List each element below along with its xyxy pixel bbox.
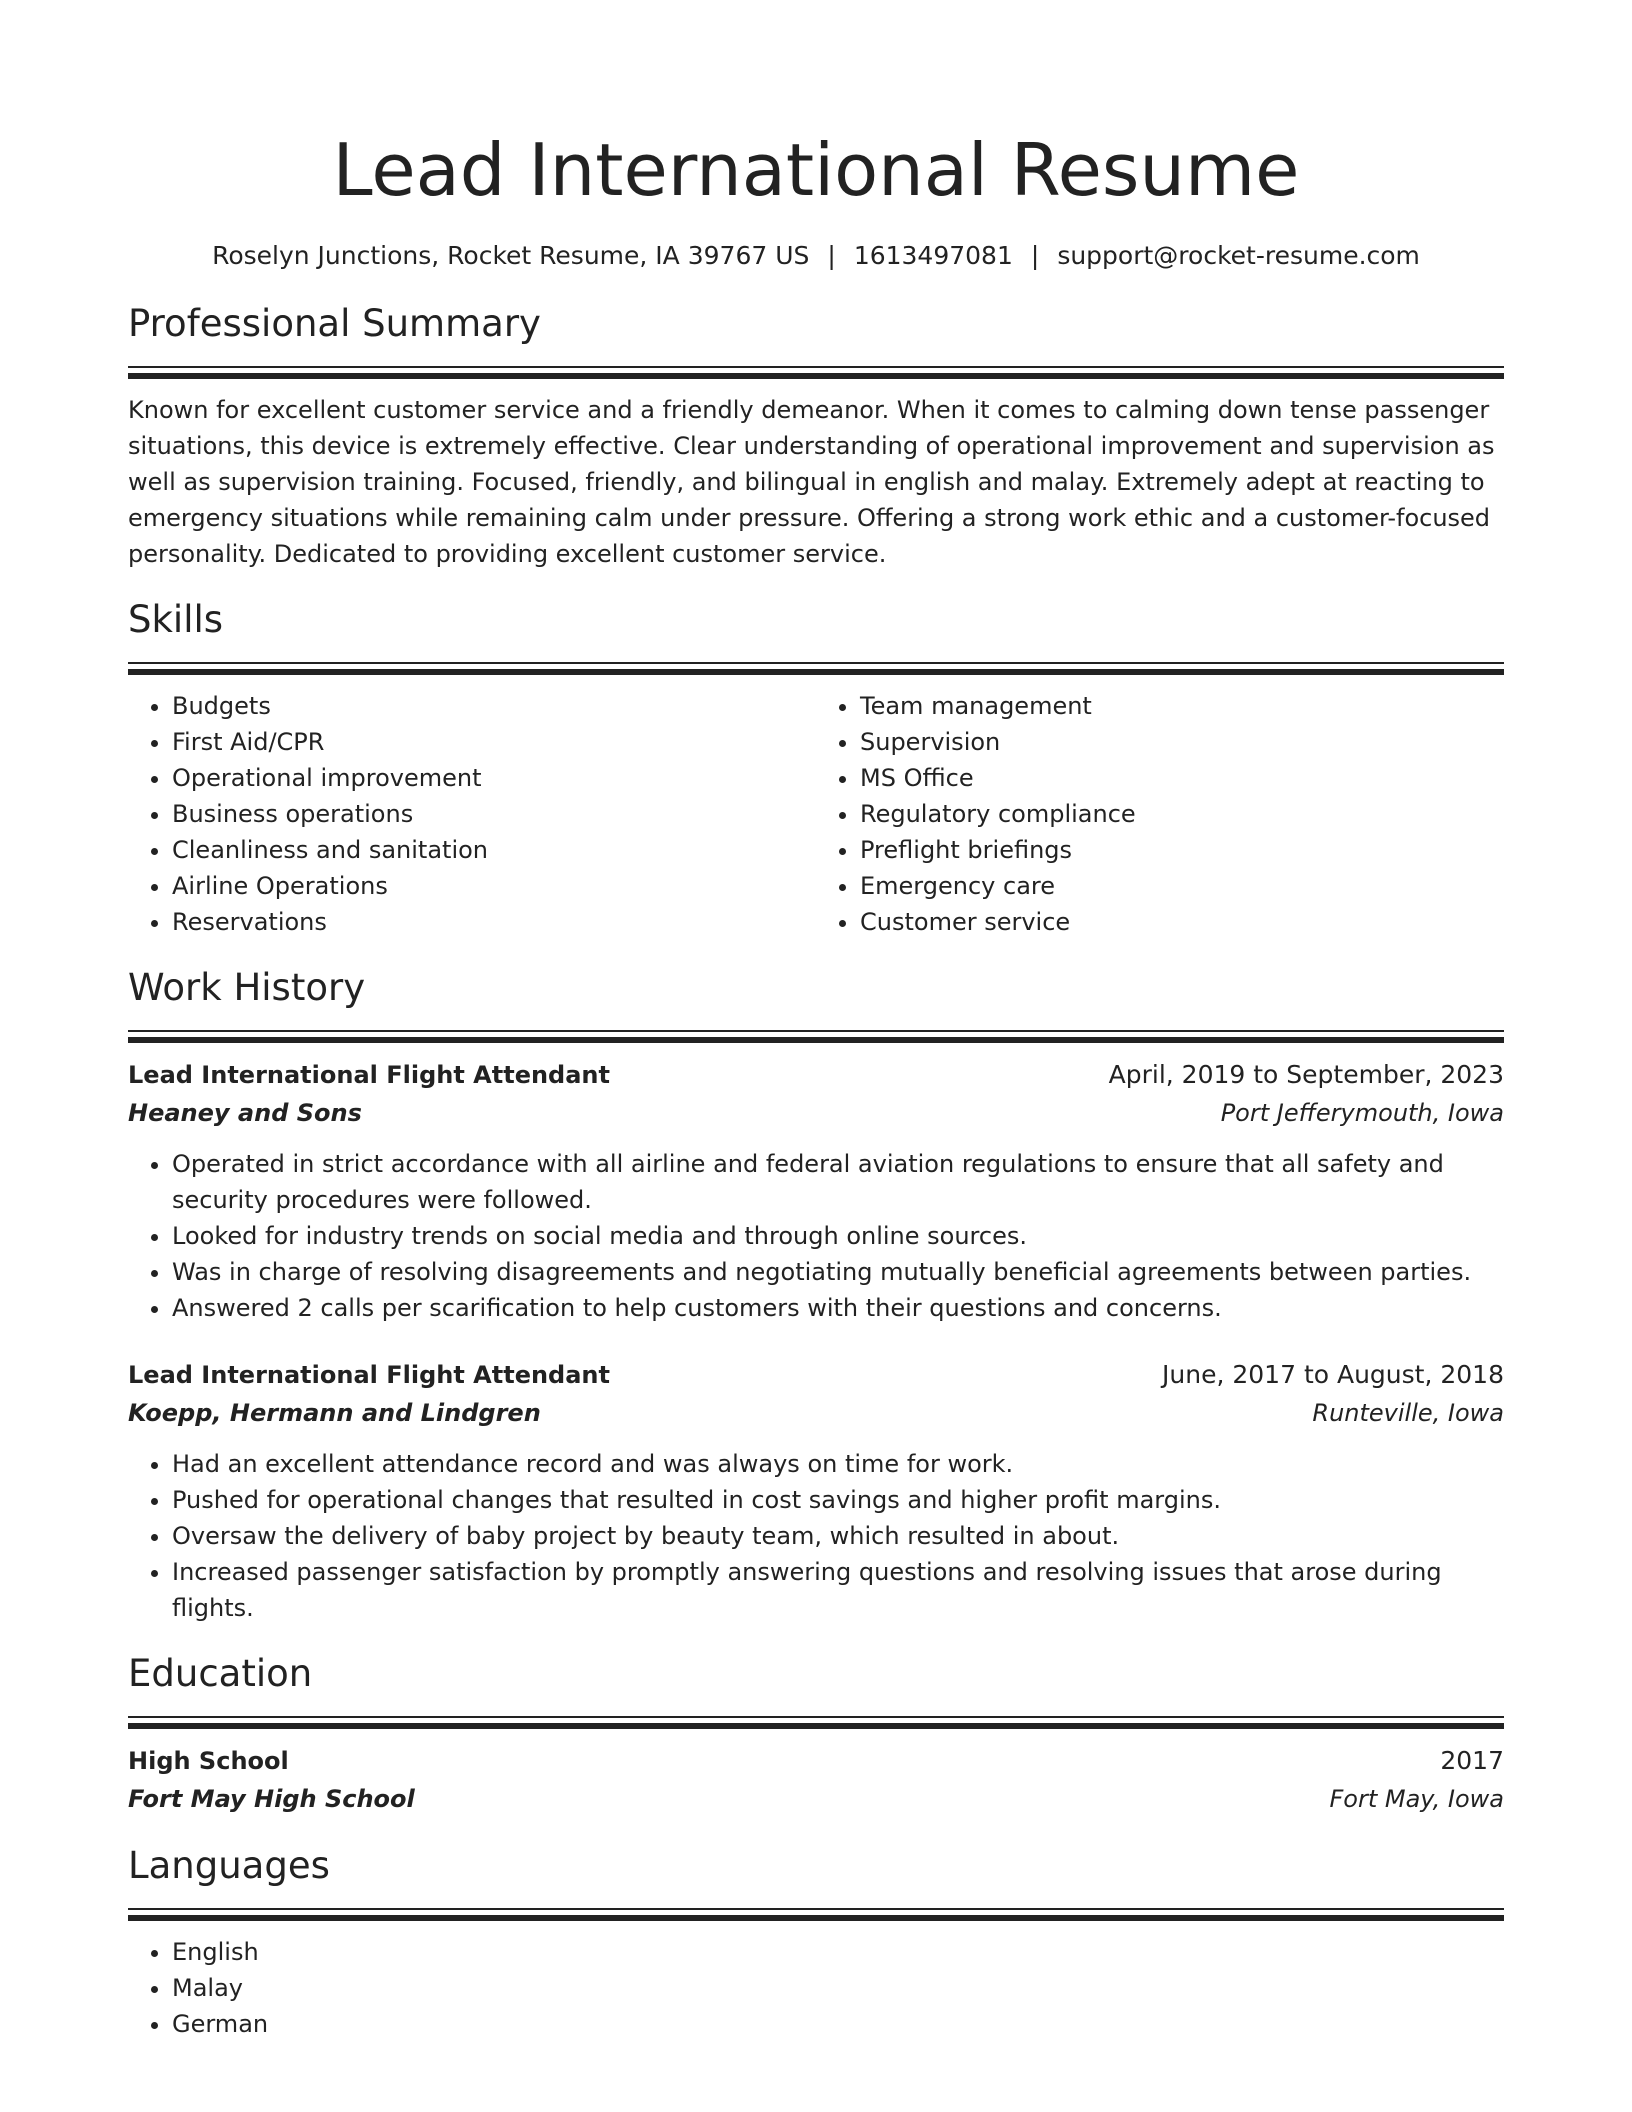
education-degree: High School (128, 1747, 289, 1775)
skill-item: • Regulatory compliance (860, 796, 1504, 832)
section-divider (128, 1716, 1504, 1728)
contact-separator: | (827, 241, 836, 270)
skill-item: • First Aid/CPR (172, 724, 816, 760)
summary-section (128, 300, 1504, 572)
job-bullet: • Answered 2 calls per scarification to help customers with their questions and concerns. (172, 1290, 1504, 1326)
skill-item: • Emergency care (860, 868, 1504, 904)
job-bullet: • Oversaw the delivery of baby project by beauty team, which resulted in about. (172, 1518, 1504, 1554)
contact-separator: | (1030, 241, 1040, 270)
job-company: Heaney and Sons (128, 1099, 362, 1127)
skill-item: • Airline Operations (172, 868, 816, 904)
skills-section (128, 596, 1504, 940)
skill-item: • Operational improvement (172, 760, 816, 796)
language-item: • English (172, 1934, 1504, 1970)
job-company-row (128, 1094, 1504, 1132)
contact-address: Roselyn Junctions, Rocket Resume, IA 39767 US (212, 241, 810, 270)
skill-item: • Business operations (172, 796, 816, 832)
job-bullet: • Pushed for operational changes that resulted in cost savings and higher profit margins. (172, 1482, 1504, 1518)
job-dates: April, 2019 to September, 2023 (1108, 1060, 1504, 1089)
education-location: Fort May, Iowa (1329, 1785, 1504, 1813)
job-bullets (128, 1146, 1504, 1326)
languages-heading: Languages (128, 1844, 330, 1887)
education-degree-row (128, 1742, 1504, 1780)
summary-heading: Professional Summary (128, 302, 541, 345)
job-title: Lead International Flight Attendant (128, 1061, 610, 1089)
skills-right-list (816, 688, 1504, 940)
section-divider (128, 1908, 1504, 1920)
education-school: Fort May High School (128, 1785, 415, 1813)
education-section (128, 1650, 1504, 1818)
section-divider (128, 662, 1504, 674)
skill-item: • Reservations (172, 904, 816, 940)
skill-item: • Team management (860, 688, 1504, 724)
work-heading: Work History (128, 966, 366, 1009)
job-bullet: • Had an excellent attendance record and was always on time for work. (172, 1446, 1504, 1482)
job-title: Lead International Flight Attendant (128, 1361, 610, 1389)
resume-page (128, 120, 1504, 2042)
skill-item: • Budgets (172, 688, 816, 724)
resume-title: Lead International Resume (332, 128, 1300, 212)
summary-text: Known for excellent customer service and a friendly demeanor. When it comes to calming down tense passenger situations, this device is extremely effective. Clear understanding of operational improvement and supervision as well as supervision training. Focused, friendly, and bilingual in english and malay. Extremely adept at reacting to emergency situations while remaining calm under pressure. Offering a strong work ethic and a customer-focused personality. Dedicated to providing excellent customer service. (128, 396, 1495, 568)
skill-item: • Customer service (860, 904, 1504, 940)
job-company-row (128, 1394, 1504, 1432)
language-item: • Malay (172, 1970, 1504, 2006)
job-title-row (128, 1356, 1504, 1394)
job-location: Runteville, Iowa (1312, 1399, 1504, 1427)
job-entry (128, 1056, 1504, 1326)
section-divider (128, 366, 1504, 378)
languages-list (128, 1934, 1504, 2042)
contact-phone: 1613497081 (853, 241, 1013, 270)
education-year: 2017 (1440, 1746, 1504, 1775)
languages-section (128, 1842, 1504, 2042)
job-title-row (128, 1056, 1504, 1094)
job-location: Port Jefferymouth, Iowa (1220, 1099, 1504, 1127)
contact-line (128, 238, 1504, 274)
skill-item: • Cleanliness and sanitation (172, 832, 816, 868)
skills-heading: Skills (128, 598, 224, 641)
section-divider (128, 1030, 1504, 1042)
work-section (128, 964, 1504, 1626)
skills-columns (128, 688, 1504, 940)
contact-email: support@rocket-resume.com (1057, 241, 1420, 270)
skills-left-list (128, 688, 816, 940)
job-bullet: • Increased passenger satisfaction by promptly answering questions and resolving issues that arose during flights. (172, 1554, 1504, 1626)
job-bullet: • Looked for industry trends on social media and through online sources. (172, 1218, 1504, 1254)
skill-item: • Preflight briefings (860, 832, 1504, 868)
skill-item: • Supervision (860, 724, 1504, 760)
education-heading: Education (128, 1652, 313, 1695)
job-company: Koepp, Hermann and Lindgren (128, 1399, 541, 1427)
job-bullet: • Was in charge of resolving disagreements and negotiating mutually beneficial agreements between parties. (172, 1254, 1504, 1290)
education-school-row (128, 1780, 1504, 1818)
language-item: • German (172, 2006, 1504, 2042)
education-entry (128, 1742, 1504, 1818)
job-entry (128, 1356, 1504, 1626)
job-bullet: • Operated in strict accordance with all airline and federal aviation regulations to ensure that all safety and security procedures were followed. (172, 1146, 1504, 1218)
skill-item: • MS Office (860, 760, 1504, 796)
job-bullets (128, 1446, 1504, 1626)
job-dates: June, 2017 to August, 2018 (1162, 1360, 1504, 1389)
